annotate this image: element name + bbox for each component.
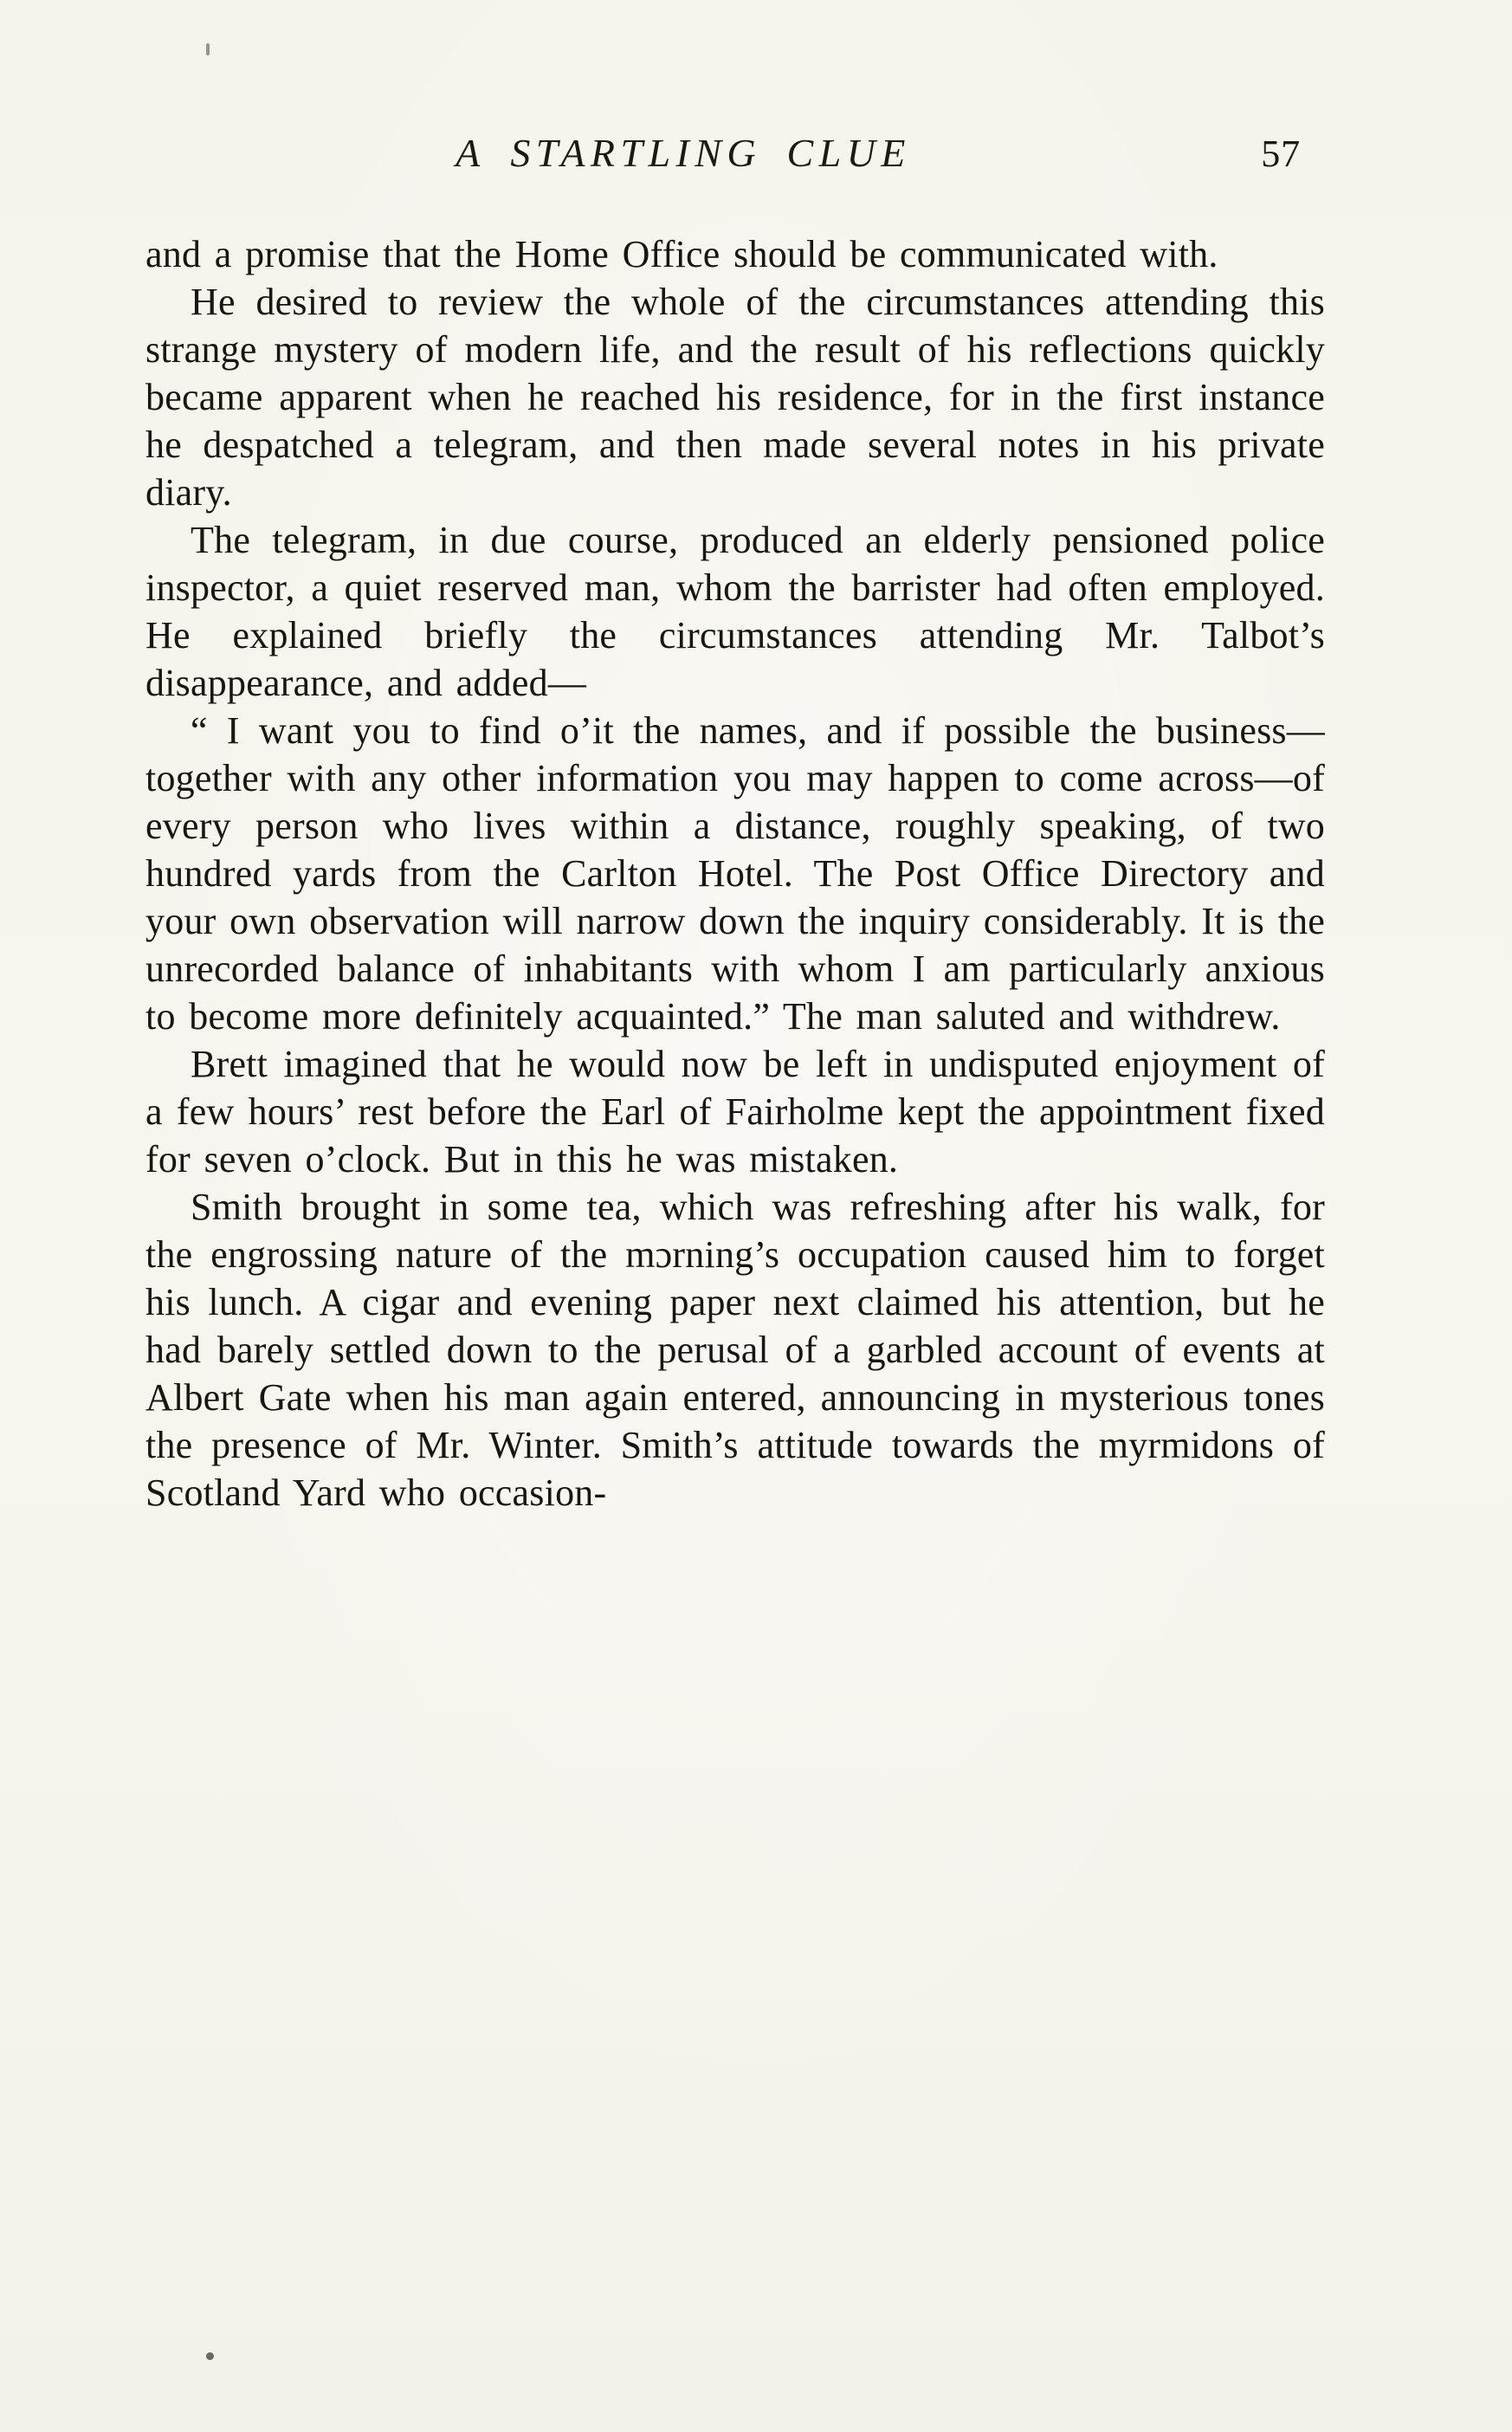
paragraph: Brett imagined that he would now be left in undisputed enjoyment of a few hours’ rest before the Earl of Fairholme kept the appointment fixed for seven o’clock. But in this he was mistaken. bbox=[145, 1043, 1325, 1180]
paragraph: Smith brought in some tea, which was refreshing after his walk, for the engrossing nature of the mɔrning’s occupation caused him to forget his lunch. A cigar and evening paper next claimed his attention, but he had barely settled down to the perusal of a garbled account of events at Albert Gate when his man again entered, announcing in mysterious tones the presence of Mr. Winter. Smith’s attitude towards the myrmidons of Scotland Yard who occasion- bbox=[145, 1186, 1325, 1514]
paragraph: and a promise that the Home Office should be communicated with. bbox=[145, 233, 1218, 275]
page-number: 57 bbox=[1261, 133, 1301, 175]
paragraph: The telegram, in due course, produced an elderly pensioned police inspector, a quiet reserved man, whom the barrister had often employed. He explained briefly the circumstances attending Mr. Talbot’s disappearance, and added— bbox=[145, 519, 1325, 704]
text-block bbox=[145, 130, 1325, 1517]
paragraph: “ I want you to find o’it the names, and if possible the business—together with any other information you may happen to come across—of every person who lives within a distance, roughly speaking, of two hundred yards from the Carlton Hotel. The Post Office Directory and your own observation will narrow down the inquiry considerably. It is the unrecorded balance of inhabitants with whom I am particularly anxious to become more definitely acquainted.” The man saluted and withdrew. bbox=[145, 709, 1325, 1038]
scan-speck bbox=[206, 2352, 214, 2360]
page-header bbox=[145, 130, 1325, 185]
paragraph: He desired to review the whole of the circumstances attending this strange mystery of modern life, and the result of his reflections quickly became apparent when he reached his residence, for in the first instance he despatched a telegram, and then made several notes in his private diary. bbox=[145, 281, 1325, 514]
scan-speck bbox=[206, 43, 210, 55]
body-text bbox=[145, 230, 1325, 1517]
running-title: A STARTLING CLUE bbox=[456, 131, 911, 175]
